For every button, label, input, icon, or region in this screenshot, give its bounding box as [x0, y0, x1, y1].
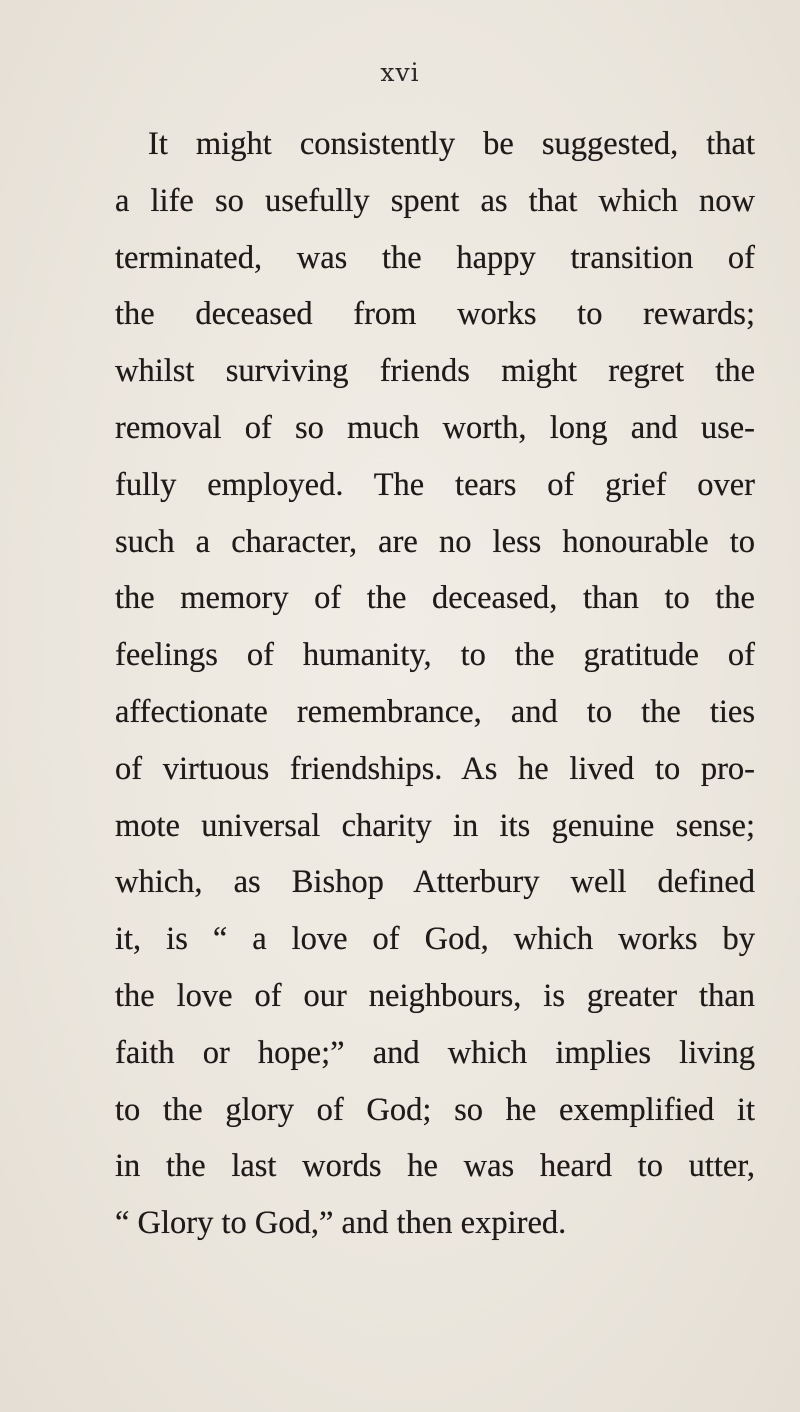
text-line: affectionate remembrance, and to the ties	[115, 693, 755, 730]
text-line: in the last words he was heard to utter,	[115, 1148, 755, 1185]
text-line: It might consistently be suggested, that	[148, 126, 755, 162]
text-line: the memory of the deceased, than to the	[115, 580, 755, 617]
text-line: it, is “ a love of God, which works by	[115, 921, 755, 958]
text-line: of virtuous friendships. As he lived to pro-	[115, 750, 755, 787]
text-line: “ Glory to God,” and then expired.	[115, 1205, 567, 1242]
text-line: faith or hope;” and which implies living	[115, 1034, 755, 1071]
text-line: removal of so much worth, long and use-	[115, 409, 755, 446]
text-line: the deceased from works to rewards;	[115, 296, 755, 333]
text-line: to the glory of God; so he exemplified it	[115, 1091, 755, 1128]
text-line: feelings of humanity, to the gratitude of	[115, 637, 755, 674]
text-line: a life so usefully spent as that which now	[115, 182, 755, 219]
page-number: xvi	[380, 58, 420, 87]
text-line: whilst surviving friends might regret the	[115, 353, 755, 390]
text-line: the love of our neighbours, is greater than	[115, 977, 755, 1014]
text-line: terminated, was the happy transition of	[115, 239, 755, 276]
text-line: mote universal charity in its genuine sense;	[115, 807, 755, 844]
text-line: fully employed. The tears of grief over	[115, 466, 755, 503]
text-line: such a character, are no less honourable to	[115, 523, 755, 560]
body-text	[115, 116, 755, 1252]
text-line: which, as Bishop Atterbury well defined	[115, 864, 755, 901]
